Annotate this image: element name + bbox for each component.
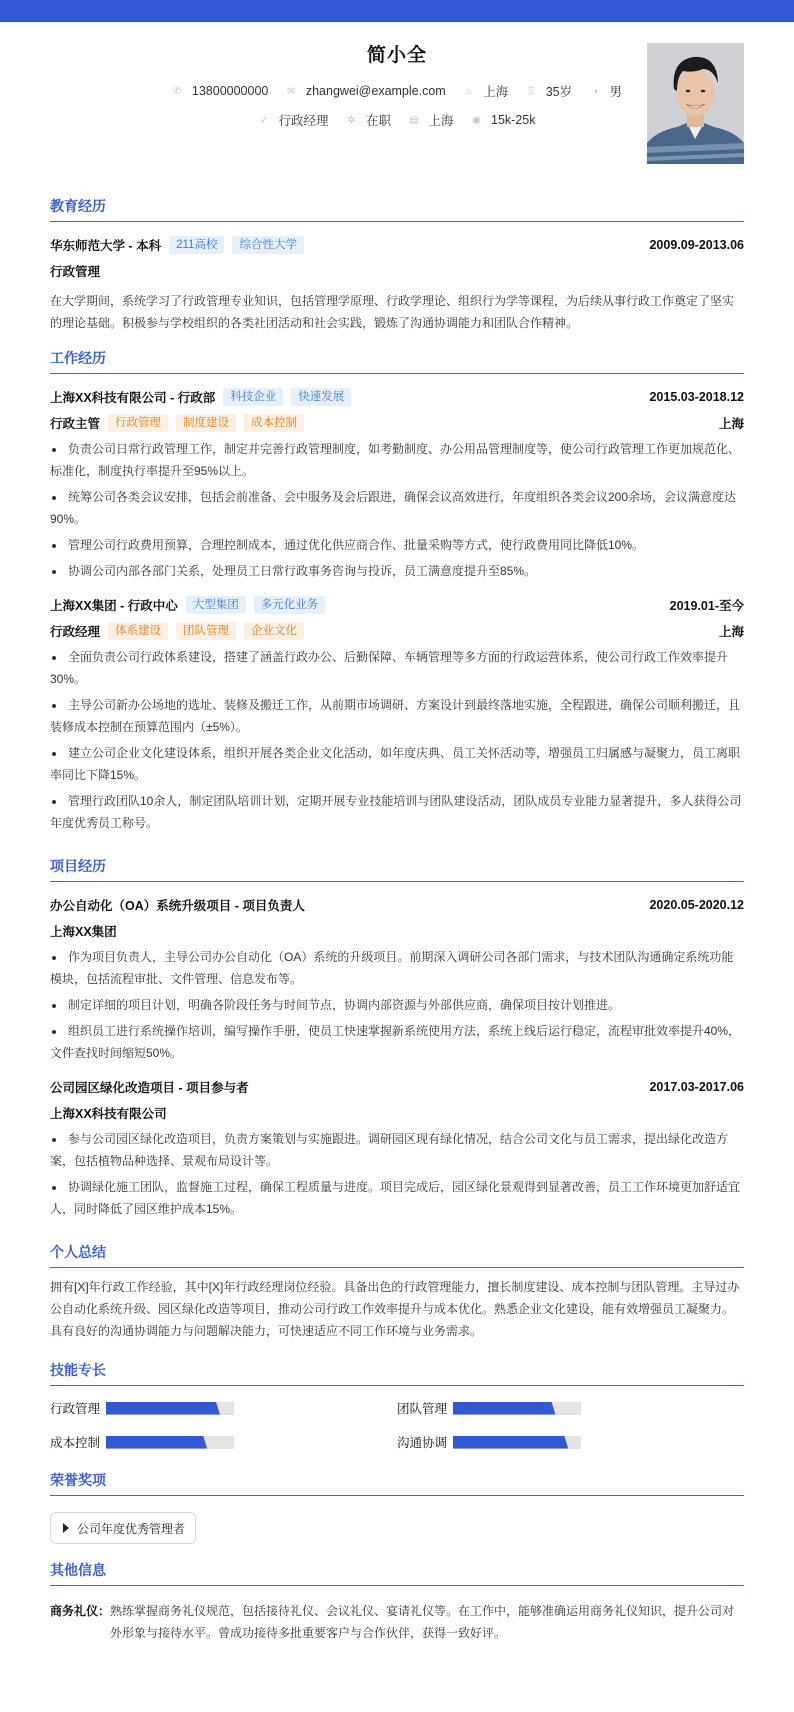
company-tag: 大型集团 <box>186 596 246 614</box>
work-date: 2015.03-2018.12 <box>649 390 744 404</box>
contact-info-row <box>50 82 744 100</box>
target-job-icon: ➶ <box>259 114 269 126</box>
role-tag: 制度建设 <box>176 414 236 432</box>
work-bullets <box>50 646 744 834</box>
target-job-text: 行政经理 <box>278 114 329 128</box>
awards-section <box>50 1470 744 1544</box>
section-title-awards: 荣誉奖项 <box>50 1470 744 1496</box>
education-date: 2009.09-2013.06 <box>649 238 744 252</box>
skill-bar <box>453 1402 581 1415</box>
mail-icon: ✉ <box>287 85 296 97</box>
other-section <box>50 1560 744 1644</box>
salary-icon: ◉ <box>472 114 481 126</box>
company-tag: 多元化业务 <box>254 596 326 614</box>
phone-text: 13800000000 <box>191 84 269 98</box>
target-city-text: 上海 <box>428 114 454 128</box>
skill-item <box>397 1432 744 1452</box>
bullet-item: 统筹公司各类会议安排，包括会前准备、会中服务及会后跟进，确保会议高效进行，年度组织各类会议200余场，会议满意度达90%。 <box>50 486 744 530</box>
summary-text: 拥有[X]年行政工作经验，其中[X]年行政经理岗位经验。具备出色的行政管理能力，擅长制度建设、成本控制与团队管理。主导过办公自动化系统升级、园区绿化改造等项目，推动公司行政工作效率提升与成本优化。熟悉企业文化建设，能有效增强员工凝聚力。具有良好的沟通协调能力与问题解决能力，可快速适应不同工作环境与业务需求。 <box>50 1280 740 1338</box>
project-org: 上海XX集团 <box>50 925 117 939</box>
skills-section <box>50 1360 744 1452</box>
work-entry <box>50 386 744 582</box>
city-text: 上海 <box>483 85 509 99</box>
education-section <box>50 196 744 334</box>
section-title-summary: 个人总结 <box>50 1242 744 1268</box>
skill-bar-fill <box>453 1402 555 1415</box>
project-date: 2017.03-2017.06 <box>649 1080 744 1094</box>
bullet-item: 负责公司日常行政管理工作，制定并完善行政管理制度，如考勤制度、办公用品管理制度等，使公司行政管理工作更加规范化、标准化，制度执行率提升至95%以上。 <box>50 438 744 482</box>
role-row <box>50 412 744 434</box>
role-tag: 成本控制 <box>244 414 304 432</box>
gender-text: 男 <box>609 85 623 99</box>
phone-item <box>172 84 268 98</box>
education-header-row <box>50 234 744 256</box>
section-title-work: 工作经历 <box>50 348 744 374</box>
section-title-education: 教育经历 <box>50 196 744 222</box>
bullet-item: 制定详细的项目计划，明确各阶段任务与时间节点，协调内部资源与外部供应商，确保项目按计划推进。 <box>50 994 744 1016</box>
section-title-projects: 项目经历 <box>50 856 744 882</box>
project-org-row <box>50 920 744 942</box>
school-name: 华东师范大学 - 本科 <box>50 239 162 253</box>
skill-label: 成本控制 <box>50 1436 101 1450</box>
home-icon: ⌂ <box>465 85 472 97</box>
project-bullets <box>50 946 744 1064</box>
triangle-right-icon <box>63 1523 69 1533</box>
company-tag: 快速发展 <box>291 388 351 406</box>
project-date: 2020.05-2020.12 <box>649 898 744 912</box>
project-bullets <box>50 1128 744 1220</box>
work-location: 上海 <box>718 417 744 431</box>
section-title-other: 其他信息 <box>50 1560 744 1586</box>
summary-section <box>50 1242 744 1342</box>
building-icon: ▤ <box>409 114 419 126</box>
city-item <box>463 82 508 100</box>
status-text: 在职 <box>366 114 392 128</box>
other-info-key: 商务礼仪： <box>50 1604 111 1618</box>
salary-text: 15k-25k <box>491 113 536 127</box>
top-accent-bar <box>0 0 794 22</box>
cake-icon: ♖ <box>526 85 536 97</box>
status-item <box>346 111 391 129</box>
gender-icon: ◑ <box>592 85 599 97</box>
work-entry <box>50 594 744 834</box>
project-entry <box>50 894 744 1064</box>
bullet-item: 建立公司企业文化建设体系，组织开展各类企业文化活动，如年度庆典、员工关怀活动等，增强员工归属感与凝聚力，员工离职率同比下降15%。 <box>50 742 744 786</box>
resume-page <box>0 22 794 1644</box>
gender-item <box>590 82 623 100</box>
other-info-item <box>50 1600 744 1644</box>
bullet-item: 协调绿化施工团队，监督施工过程，确保工程质量与进度。项目完成后，园区绿化景观得到显著改善，员工工作环境更加舒适宜人，同时降低了园区维护成本15%。 <box>50 1176 744 1220</box>
salary-item <box>471 113 535 127</box>
education-description: 在大学期间，系统学习了行政管理专业知识，包括管理学原理、行政学理论、组织行为学等课程，为后续从事行政工作奠定了坚实的理论基础。积极参与学校组织的各类社团活动和社会实践，锻炼了沟通协调能力和团队合作精神。 <box>50 294 735 330</box>
candidate-name: 简小全 <box>366 45 427 66</box>
company-row <box>50 386 744 408</box>
company-name: 上海XX科技有限公司 - 行政部 <box>50 391 216 405</box>
email-text: zhangwei@example.com <box>305 84 446 98</box>
role-tag: 体系建设 <box>108 622 168 640</box>
skills-grid <box>50 1398 744 1452</box>
role-name: 行政经理 <box>50 625 101 639</box>
company-tag: 科技企业 <box>223 388 283 406</box>
portrait-image <box>647 43 744 164</box>
major-row <box>50 260 744 282</box>
status-icon: ✲ <box>347 114 356 126</box>
work-date: 2019.01-至今 <box>669 599 744 613</box>
other-info-value: 熟练掌握商务礼仪规范，包括接待礼仪、会议礼仪、宴请礼仪等。在工作中，能够准确运用商务礼仪知识，提升公司对外形象与接待水平。曾成功接待多批重要客户与合作伙伴，获得一致好评。 <box>110 1604 735 1640</box>
target-job-item <box>259 111 329 129</box>
role-row <box>50 620 744 642</box>
skill-item <box>50 1432 397 1452</box>
project-header-row <box>50 894 744 916</box>
bullet-item: 管理行政团队10余人，制定团队培训计划，定期开展专业技能培训与团队建设活动，团队成员专业能力显著提升，多人获得公司年度优秀员工称号。 <box>50 790 744 834</box>
project-name: 公司园区绿化改造项目 - 项目参与者 <box>50 1081 249 1095</box>
school-tag: 综合性大学 <box>232 236 304 254</box>
project-org-row <box>50 1102 744 1124</box>
skill-item <box>397 1398 744 1418</box>
bullet-item: 全面负责公司行政体系建设，搭建了涵盖行政办公、后勤保障、车辆管理等多方面的行政运营体系，使公司行政工作效率提升30%。 <box>50 646 744 690</box>
work-location: 上海 <box>718 625 744 639</box>
project-name: 办公自动化（OA）系统升级项目 - 项目负责人 <box>50 899 305 913</box>
award-item[interactable] <box>50 1512 196 1544</box>
bullet-item: 管理公司行政费用预算，合理控制成本，通过优化供应商合作、批量采购等方式，使行政费用同比降低10%。 <box>50 534 744 556</box>
role-tag: 团队管理 <box>176 622 236 640</box>
work-section <box>50 348 744 834</box>
project-entry <box>50 1076 744 1220</box>
age-item <box>526 82 572 100</box>
role-name: 行政主管 <box>50 417 101 431</box>
skill-label: 团队管理 <box>397 1402 448 1416</box>
skill-bar-fill <box>106 1436 207 1449</box>
job-intent-row <box>50 111 744 129</box>
age-text: 35岁 <box>545 85 573 99</box>
project-header-row <box>50 1076 744 1098</box>
role-tag: 行政管理 <box>108 414 168 432</box>
email-item <box>286 84 446 98</box>
target-city-item <box>409 111 454 129</box>
skill-bar-fill <box>106 1402 220 1415</box>
skill-bar <box>106 1436 234 1449</box>
skill-item <box>50 1398 397 1418</box>
skill-bar-fill <box>453 1436 568 1449</box>
role-tag: 企业文化 <box>244 622 304 640</box>
company-name: 上海XX集团 - 行政中心 <box>50 599 178 613</box>
project-org: 上海XX科技有限公司 <box>50 1107 167 1121</box>
skill-bar <box>106 1402 234 1415</box>
bullet-item: 作为项目负责人，主导公司办公自动化（OA）系统的升级项目。前期深入调研公司各部门需求，与技术团队沟通确定系统功能模块，包括流程审批、文件管理、信息发布等。 <box>50 946 744 990</box>
award-label: 公司年度优秀管理者 <box>77 1521 186 1536</box>
avatar-photo <box>647 43 744 164</box>
phone-icon: ✆ <box>173 85 182 97</box>
skill-bar <box>453 1436 581 1449</box>
company-row <box>50 594 744 616</box>
bullet-item: 组织员工进行系统操作培训，编写操作手册，使员工快速掌握新系统使用方法，系统上线后运行稳定，流程审批效率提升40%，文件查找时间缩短50%。 <box>50 1020 744 1064</box>
education-entry <box>50 234 744 334</box>
major-name: 行政管理 <box>50 265 101 279</box>
resume-header <box>50 22 744 182</box>
skill-label: 行政管理 <box>50 1402 101 1416</box>
school-tag: 211高校 <box>169 236 224 254</box>
section-title-skills: 技能专长 <box>50 1360 744 1386</box>
work-bullets <box>50 438 744 582</box>
bullet-item: 协调公司内部各部门关系，处理员工日常行政事务咨询与投诉，员工满意度提升至85%。 <box>50 560 744 582</box>
bullet-item: 主导公司新办公场地的选址、装修及搬迁工作，从前期市场调研、方案设计到最终落地实施，全程跟进，确保公司顺利搬迁，且装修成本控制在预算范围内（±5%）。 <box>50 694 744 738</box>
projects-section <box>50 856 744 1220</box>
skill-label: 沟通协调 <box>397 1436 448 1450</box>
bullet-item: 参与公司园区绿化改造项目，负责方案策划与实施跟进。调研园区现有绿化情况，结合公司文化与员工需求，提出绿化改造方案，包括植物品种选择、景观布局设计等。 <box>50 1128 744 1172</box>
